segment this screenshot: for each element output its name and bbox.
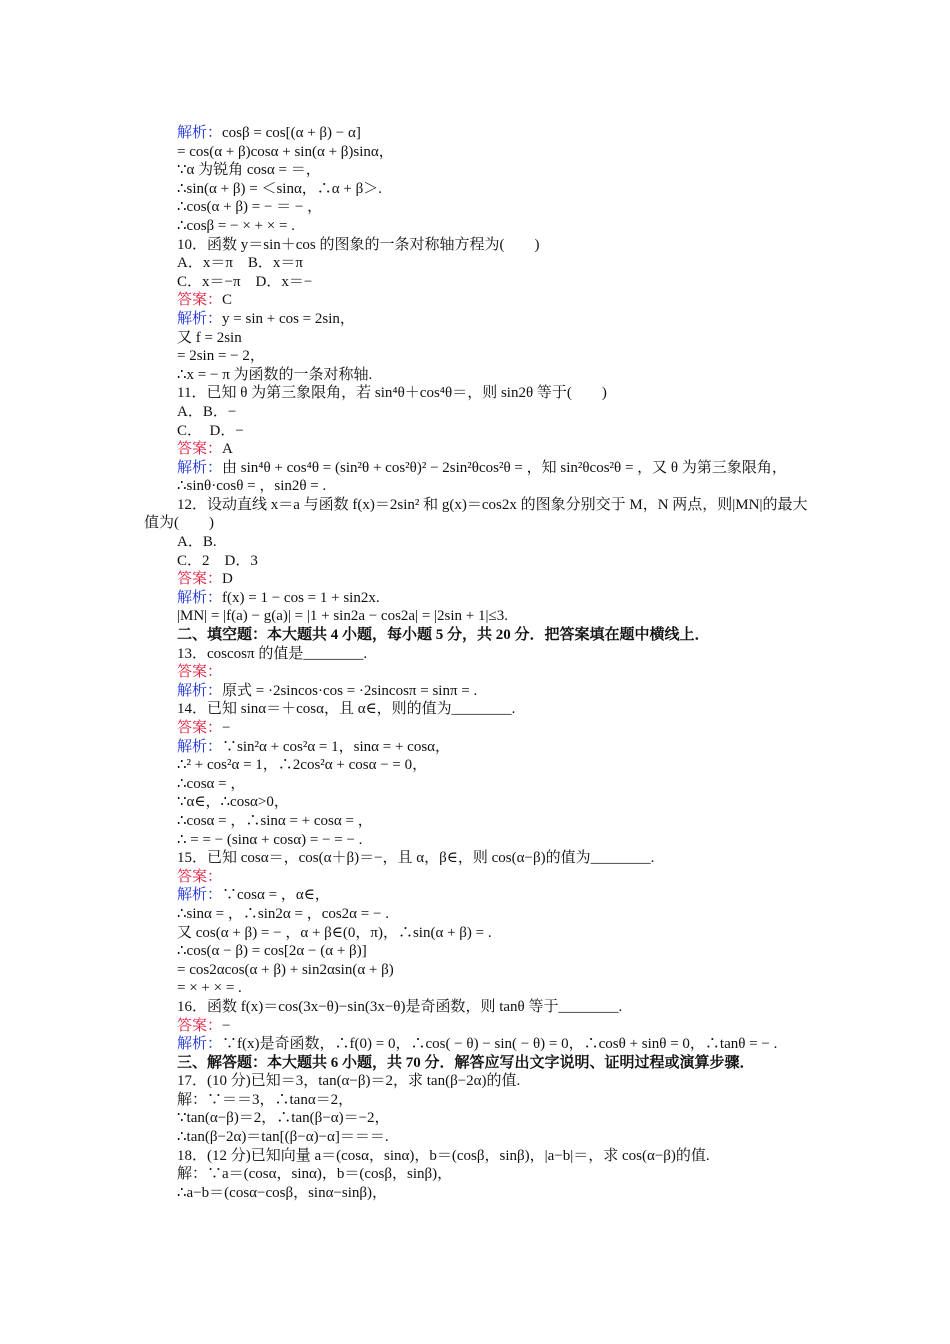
line-text: ∴sin(α + β) = ＜sinα，∴α + β＞. [177,180,383,197]
text-line [144,924,814,943]
line-text: 原式 = ·2sincos·cos = ·2sincosπ = sinπ = . [222,682,478,699]
line-text: A [222,441,233,458]
line-text: ∵α∈，∴cosα>0， [177,794,289,811]
line-text: = cos(α + β)cosα + sin(α + β)sinα， [177,143,394,160]
text-line [144,1147,814,1166]
text-line [144,756,814,775]
line-text: ∴cosα = ， [177,775,246,792]
line-text: ∴x = − π 为函数的一条对称轴. [177,366,373,383]
text-line [144,570,814,589]
text-line [144,719,814,738]
line-text: ∴sinα = ，∴sin2α = ，cos2α = − . [177,905,389,922]
line-text: A．B. [177,534,217,551]
line-text: C．2 D．3 [177,552,258,569]
text-line [144,1017,814,1036]
line-text: 三、解答题：本大题共 6 小题，共 70 分．解答应写出文字说明、证明过程或演算步骤． [177,1054,755,1071]
analysis-label: 解析： [177,459,223,476]
line-text: ∵α 为锐角 cosα = ＝， [177,162,321,179]
line-text: 二、填空题：本大题共 4 小题，每小题 5 分，共 20 分．把答案填在题中横线上． [177,627,710,644]
line-text: ∴cos(α + β) = − ＝ − ， [177,199,323,216]
line-text: = 2sin = − 2， [177,348,265,365]
line-text: cosβ = cos[(α + β) − α] [222,125,361,141]
analysis-label: 解析： [177,125,223,141]
document-body [144,124,814,1202]
text-line [144,440,814,459]
line-text: − [222,1017,231,1034]
text-line [144,886,814,905]
line-text: C．x＝−π D．x＝− [177,273,313,290]
line-text: ∴sinθ·cosθ = ，sin2θ = . [177,478,327,495]
line-text: 16．函数 f(x)＝cos(3x−θ)−sin(3x−θ)是奇函数，则 tanθ 等于________. [177,998,623,1015]
text-line [144,329,814,348]
text-line [144,1128,814,1147]
text-line [144,143,814,162]
line-text: 12．设动直线 x＝a 与函数 f(x)＝2sin² 和 g(x)＝cos2x 的图象分别交于 M，N 两点，则|MN|的最大值为( ) [144,496,808,532]
line-text: ∴ = = − (sinα + cosα) = − = − . [177,831,363,848]
text-line [144,384,814,403]
line-text: ∵f(x)是奇函数，∴f(0) = 0，∴cos( − θ) − sin( − θ) = 0，∴cosθ + sinθ = 0，∴tanθ = − . [222,1036,778,1053]
text-line [144,291,814,310]
text-line [144,217,814,236]
text-line [144,1035,814,1054]
line-text: 又 cos(α + β) = − ，α + β∈(0，π)，∴sin(α + β) = . [177,924,492,941]
text-line [144,273,814,292]
line-text: C． D．− [177,422,244,439]
analysis-label: 解析： [177,682,223,699]
text-line [144,180,814,199]
line-text: 18．(12 分)已知向量 a＝(cosα，sinα)，b＝(cosβ，sinβ)，|a−b|＝，求 cos(α−β)的值. [177,1147,710,1164]
section-heading [144,1054,814,1073]
text-line [144,1091,814,1110]
answer-label: 答案： [177,868,223,885]
line-text: 10．函数 y＝sin＋cos 的图象的一条对称轴方程为( ) [177,236,540,253]
text-line [144,868,814,887]
line-text: 解：∵＝＝3，∴tanα＝2， [177,1091,354,1108]
line-text: ∴tan(β−2α)＝tan[(β−α)−α]＝＝＝. [177,1129,389,1146]
line-text: ∵sin²α + cos²α = 1，sinα = + cosα， [222,738,451,755]
analysis-label: 解析： [177,310,223,327]
answer-label: 答案： [177,664,223,681]
text-line [144,236,814,255]
text-line [144,1072,814,1091]
line-text: 17．(10 分)已知＝3，tan(α−β)＝2，求 tan(β−2α)的值. [177,1073,521,1090]
line-text: 13．coscosπ 的值是________. [177,645,368,662]
analysis-label: 解析： [177,589,223,606]
line-text: ∴a−b＝(cosα−cosβ，sinα−sinβ)， [177,1184,388,1201]
line-text: A．x＝π B．x＝π [177,255,303,272]
line-text: ∴cos(α − β) = cos[2α − (α + β)] [177,943,367,960]
text-line [144,738,814,757]
line-text: C [222,292,233,309]
line-text: 由 sin⁴θ + cos⁴θ = (sin²θ + cos²θ)² − 2sin²θcos²θ = ，知 sin²θcos²θ = ，又 θ 为第三象限角， [222,459,787,476]
section-heading [144,626,814,645]
text-line [144,942,814,961]
text-line [144,124,814,143]
analysis-label: 解析： [177,738,223,755]
text-line [144,812,814,831]
text-line [144,254,814,273]
line-text: 又 f = 2sin [177,329,242,346]
text-line [144,422,814,441]
text-line [144,1109,814,1128]
text-line [144,347,814,366]
text-line [144,645,814,664]
answer-label: 答案： [177,720,223,736]
line-text: 14．已知 sinα＝＋cosα，且 α∈，则的值为________. [177,701,516,718]
text-line [144,775,814,794]
analysis-label: 解析： [177,1036,223,1053]
text-line [144,849,814,868]
line-text: ∵tan(α−β)＝2，∴tan(β−α)＝−2， [177,1110,390,1127]
line-text: ∴cosβ = − × + × = . [177,217,295,234]
line-text: 解：∵a＝(cosα，sinα)，b＝(cosβ，sinβ)， [177,1166,453,1183]
text-line [144,831,814,850]
text-line [144,905,814,924]
text-line [144,459,814,478]
text-line [144,403,814,422]
line-text: |MN| = |f(a) − g(a)| = |1 + sin2a − cos2a| = |2sin + 1|≤3. [177,608,509,625]
text-line [144,663,814,682]
text-line [144,700,814,719]
text-line [144,161,814,180]
line-text: 15．已知 cosα＝，cos(α＋β)＝−，且 α，β∈，则 cos(α−β)的值为________. [177,850,655,867]
answer-label: 答案： [177,292,223,309]
text-line [144,310,814,329]
analysis-label: 解析： [177,887,223,904]
line-text: 11．已知 θ 为第三象限角，若 sin⁴θ＋cos⁴θ＝，则 sin2θ 等于( ) [177,385,607,402]
text-line [144,477,814,496]
line-text: = cos2αcos(α + β) + sin2αsin(α + β) [177,961,394,978]
text-line [144,607,814,626]
text-line [144,589,814,608]
line-text: = × + × = . [177,980,242,997]
answer-label: 答案： [177,571,223,588]
text-line [144,1165,814,1184]
line-text: A．B．− [177,403,237,420]
line-text: y = sin + cos = 2sin， [222,310,355,327]
text-line [144,198,814,217]
text-line [144,961,814,980]
text-line [144,552,814,571]
text-line [144,998,814,1017]
answer-label: 答案： [177,1017,223,1034]
answer-label: 答案： [177,441,223,458]
text-line [144,979,814,998]
line-text: ∴cosα = ，∴sinα = + cosα = ， [177,812,373,829]
line-text: f(x) = 1 − cos = 1 + sin2x. [222,589,380,606]
line-text: ∵cosα = ，α∈， [222,887,330,904]
line-text: ∴² + cos²α = 1，∴2cos²α + cosα − = 0， [177,757,428,774]
line-text: D [222,571,233,588]
text-line [144,682,814,701]
text-line [144,496,814,533]
line-text: − [222,720,231,736]
text-line [144,533,814,552]
text-line [144,366,814,385]
text-line [144,1184,814,1203]
text-line [144,793,814,812]
